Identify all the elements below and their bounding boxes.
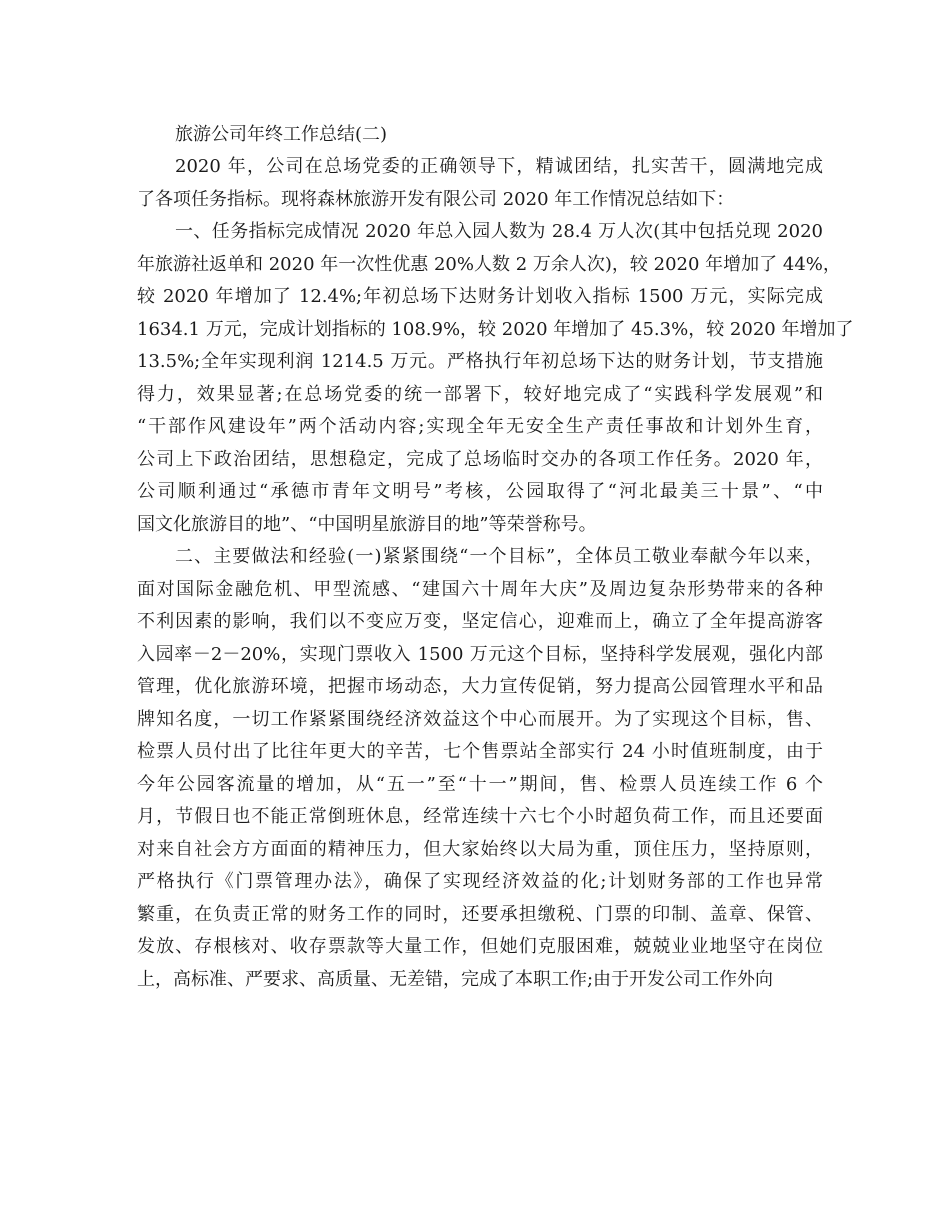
paragraph-line: 公司上下政治团结，思想稳定，完成了总场临时交办的各项工作任务。2020 年， xyxy=(137,448,823,470)
paragraph-line: 发放、存根核对、收存票款等大量工作，但她们克服困难，兢兢业业地坚守在岗位 xyxy=(137,936,823,957)
paragraph-line: 二、主要做法和经验(一)紧紧围绕“一个目标”，全体员工敬业奉献今年以来， xyxy=(175,546,823,567)
paragraph xyxy=(137,541,823,996)
paragraph-line: 1634.1 万元，完成计划指标的 108.9%，较 2020 年增加了 45.3%，较 2020 年增加了 xyxy=(137,318,854,340)
paragraph-line: 公司顺利通过“承德市青年文明号”考核，公园取得了“河北最美三十景”、“中 xyxy=(137,481,823,502)
paragraph-line: 严格执行《门票管理办法》，确保了实现经济效益的化;计划财务部的工作也异常 xyxy=(137,871,823,892)
paragraph-line: 了各项任务指标。现将森林旅游开发有限公司 2020 年工作情况总结如下： xyxy=(137,188,735,210)
paragraph-line: 月，节假日也不能正常倒班休息，经常连续十六七个小时超负荷工作，而且还要面 xyxy=(137,806,823,827)
paragraph-line: 繁重，在负责正常的财务工作的同时，还要承担缴税、门票的印制、盖章、保管、 xyxy=(137,903,823,925)
paragraph-line: 上，高标准、严要求、高质量、无差错，完成了本职工作;由于开发公司工作外向 xyxy=(137,968,774,990)
paragraph-line: 面对国际金融危机、甲型流感、“建国六十周年大庆”及周边复杂形势带来的各种 xyxy=(137,578,823,600)
paragraph-line: 不利因素的影响，我们以不变应万变，坚定信心，迎难而上，确立了全年提高游客 xyxy=(137,611,823,632)
paragraph xyxy=(137,216,854,541)
paragraph-line: 国文化旅游目的地”、“中国明星旅游目的地”等荣誉称号。 xyxy=(137,513,597,535)
document-title: 旅游公司年终工作总结(二) xyxy=(175,124,388,145)
paragraph-list xyxy=(137,151,854,996)
paragraph-line: 今年公园客流量的增加，从“五一”至“十一”期间，售、检票人员连续工作 6 个 xyxy=(137,773,823,795)
paragraph-line: 检票人员付出了比往年更大的辛苦，七个售票站全部实行 24 小时值班制度，由于 xyxy=(137,741,823,762)
paragraph-line: 2020 年，公司在总场党委的正确领导下，精诚团结，扎实苦干，圆满地完成 xyxy=(175,156,823,177)
paragraph-line: 年旅游社返单和 2020 年一次性优惠 20%人数 2 万余人次)，较 2020 年增加了 44%， xyxy=(137,253,841,275)
paragraph-line: 13.5%;全年实现利润 1214.5 万元。严格执行年初总场下达的财务计划，节支措施 xyxy=(137,351,823,372)
paragraph-line: 较 2020 年增加了 12.4%;年初总场下达财务计划收入指标 1500 万元，实际完成 xyxy=(137,286,823,307)
document-body xyxy=(137,119,854,996)
paragraph-line: 对来自社会方方面面的精神压力，但大家始终以大局为重，顶住压力，坚持原则， xyxy=(137,838,823,860)
paragraph-line: 一、任务指标完成情况 2020 年总入园人数为 28.4 万人次(其中包括兑现 2020 xyxy=(175,221,823,242)
paragraph-line: 得力，效果显著;在总场党委的统一部署下，较好地完成了“实践科学发展观”和 xyxy=(137,383,823,405)
paragraph-line: 牌知名度，一切工作紧紧围绕经济效益这个中心而展开。为了实现这个目标，售、 xyxy=(137,708,823,730)
paragraph xyxy=(137,151,823,216)
paragraph-line: “干部作风建设年”两个活动内容;实现全年无安全生产责任事故和计划外生育， xyxy=(137,416,823,437)
paragraph-line: 管理，优化旅游环境，把握市场动态，大力宣传促销，努力提高公园管理水平和品 xyxy=(137,676,823,697)
paragraph-line: 入园率－2－20%，实现门票收入 1500 万元这个目标，坚持科学发展观，强化内部 xyxy=(137,643,823,665)
